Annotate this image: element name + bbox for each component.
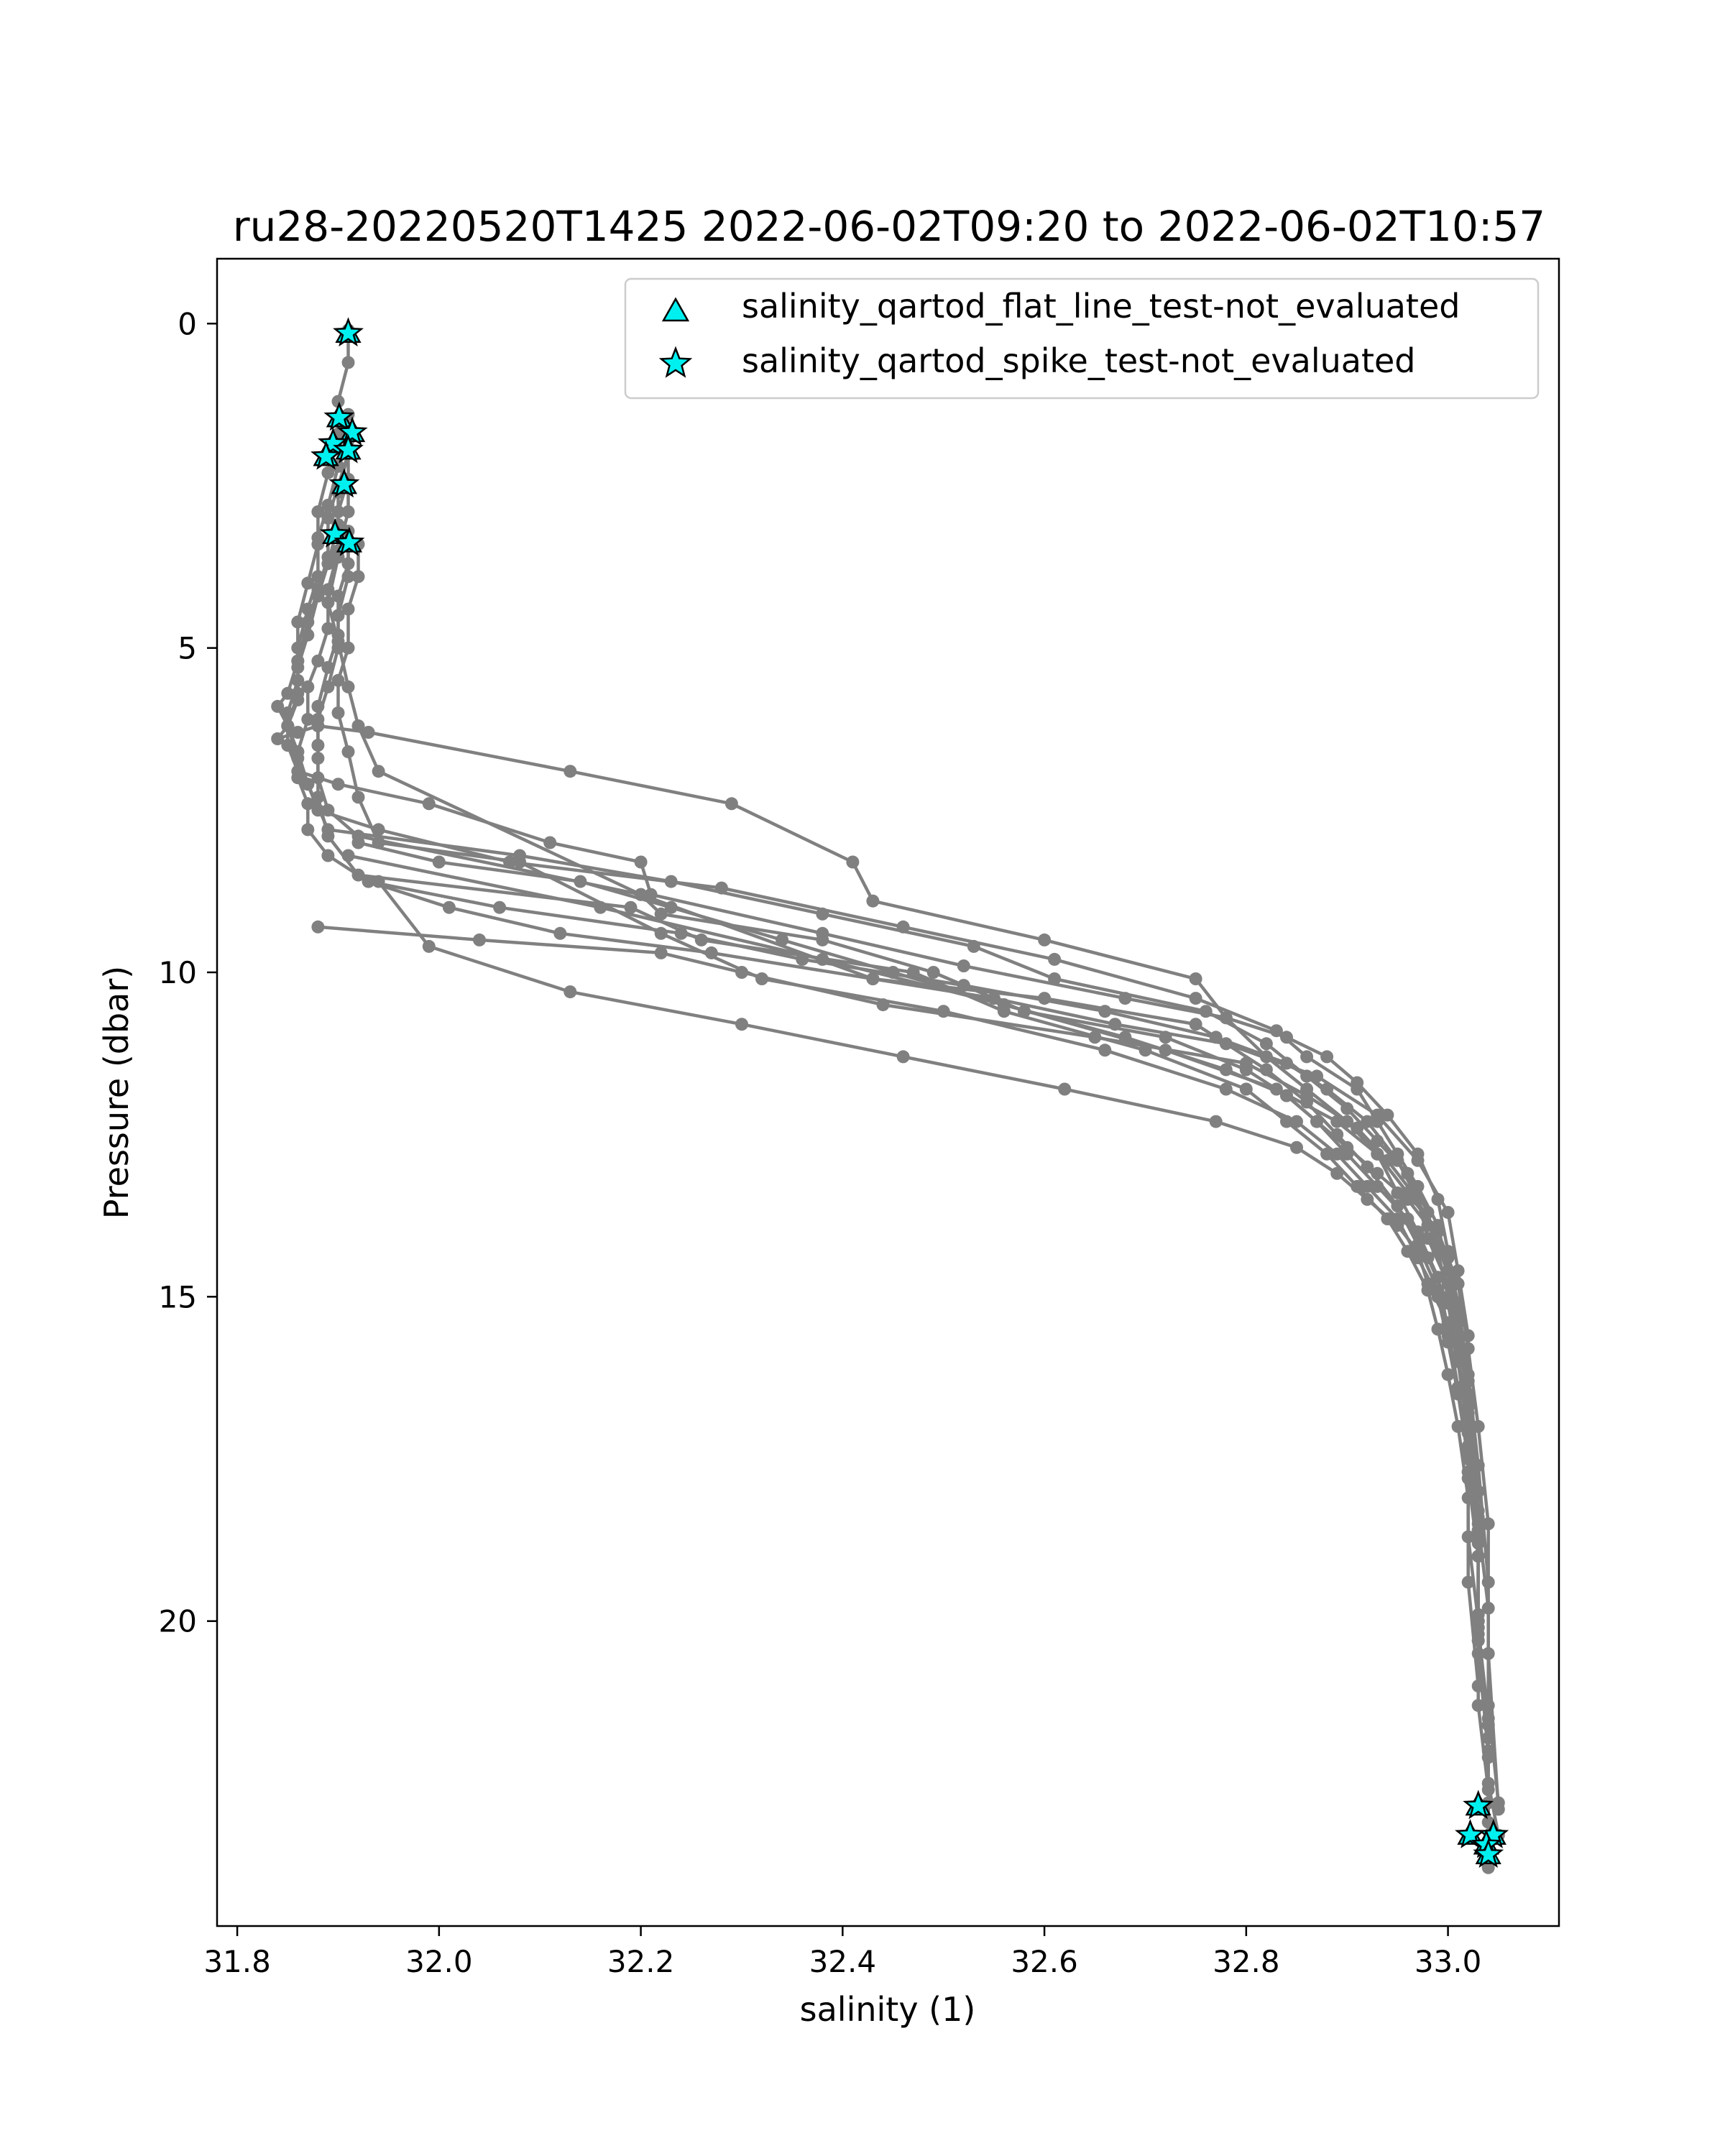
data-point <box>301 681 314 694</box>
x-tick-label: 32.4 <box>809 1944 877 1979</box>
x-tick-label: 32.6 <box>1011 1944 1078 1979</box>
data-point <box>291 655 304 668</box>
data-point <box>1098 1005 1111 1018</box>
data-point <box>816 953 829 966</box>
data-point <box>1280 1056 1293 1069</box>
data-point <box>321 596 334 609</box>
data-point <box>543 837 556 849</box>
data-point <box>301 823 314 836</box>
data-point <box>897 1050 910 1063</box>
data-point <box>927 966 940 979</box>
data-point <box>564 765 576 778</box>
data-point <box>1300 1089 1313 1102</box>
data-point <box>1452 1381 1465 1394</box>
data-point <box>1391 1154 1404 1167</box>
data-point <box>342 849 355 862</box>
data-point <box>715 882 728 895</box>
data-point <box>1412 1193 1425 1206</box>
data-point <box>311 531 324 544</box>
data-point <box>1190 992 1202 1005</box>
data-point <box>332 778 345 791</box>
data-point <box>332 635 345 648</box>
data-point <box>1482 1712 1495 1725</box>
data-point <box>1462 1452 1475 1465</box>
chart-title: ru28-20220520T1425 2022-06-02T09:20 to 2022-06-02T10:57 <box>232 202 1546 251</box>
x-tick-label: 32.2 <box>607 1944 675 1979</box>
data-point <box>735 966 748 979</box>
data-point <box>665 901 678 914</box>
data-point <box>342 603 355 616</box>
data-point <box>1320 1083 1333 1096</box>
data-point <box>594 901 607 914</box>
data-point <box>1472 1615 1485 1628</box>
data-point <box>846 856 859 869</box>
data-point <box>1391 1187 1404 1199</box>
data-point <box>352 791 365 803</box>
data-point <box>635 856 648 869</box>
data-point <box>311 713 324 726</box>
data-point <box>1412 1245 1425 1258</box>
data-point <box>1462 1530 1475 1543</box>
data-point <box>1361 1193 1374 1206</box>
data-point <box>1048 953 1061 966</box>
data-point <box>1200 1005 1213 1018</box>
y-tick-label: 15 <box>158 1279 197 1315</box>
data-point <box>553 927 566 940</box>
data-point <box>423 797 436 810</box>
data-point <box>1442 1206 1455 1219</box>
data-point <box>1452 1296 1465 1309</box>
y-tick-label: 10 <box>158 954 197 990</box>
data-point <box>1270 1083 1283 1096</box>
data-point <box>1482 1602 1495 1615</box>
data-point <box>1442 1323 1455 1336</box>
data-point <box>735 1018 748 1031</box>
data-point <box>311 791 324 803</box>
data-point <box>655 946 668 959</box>
data-point <box>321 849 334 862</box>
data-point <box>877 998 890 1011</box>
data-point <box>1210 1031 1223 1044</box>
data-point <box>493 901 506 914</box>
data-point <box>1098 1044 1111 1056</box>
x-tick-label: 32.8 <box>1213 1944 1280 1979</box>
data-point <box>372 765 385 778</box>
data-point <box>897 921 910 934</box>
data-point <box>1472 1699 1485 1712</box>
x-tick-label: 31.8 <box>203 1944 271 1979</box>
data-point <box>1412 1148 1425 1161</box>
data-point <box>332 505 345 518</box>
data-point <box>372 875 385 888</box>
data-point <box>957 979 970 992</box>
data-point <box>776 934 788 946</box>
data-point <box>1432 1238 1445 1251</box>
y-axis-label: Pressure (dbar) <box>97 965 136 1220</box>
data-point <box>1159 1044 1172 1056</box>
data-point <box>301 616 314 629</box>
data-point <box>1270 1024 1283 1037</box>
data-point <box>1462 1368 1475 1381</box>
data-point <box>1159 1031 1172 1044</box>
data-point <box>342 745 355 758</box>
data-point <box>1220 1083 1233 1096</box>
data-point <box>998 998 1011 1011</box>
data-point <box>1038 934 1051 946</box>
data-point <box>1310 1115 1323 1128</box>
data-point <box>1361 1115 1374 1128</box>
data-point <box>816 934 829 946</box>
data-point <box>1058 1083 1071 1096</box>
data-point <box>513 856 526 869</box>
data-point <box>433 856 446 869</box>
data-point <box>321 829 334 842</box>
data-point <box>1351 1083 1363 1096</box>
data-point <box>1412 1225 1425 1238</box>
data-point <box>352 570 365 583</box>
data-point <box>957 959 970 972</box>
data-point <box>443 901 456 914</box>
data-point <box>332 706 345 719</box>
data-point <box>1340 1148 1353 1161</box>
data-point <box>342 681 355 694</box>
data-point <box>1432 1193 1445 1206</box>
data-point <box>1320 1050 1333 1063</box>
data-point <box>1260 1037 1273 1050</box>
legend-label-flat-line: salinity_qartod_flat_line_test-not_evaluated <box>742 287 1460 326</box>
data-point <box>574 875 586 888</box>
data-point <box>564 985 576 998</box>
data-point <box>725 797 738 810</box>
data-point <box>291 745 304 758</box>
x-tick-label: 33.0 <box>1414 1944 1482 1979</box>
data-point <box>1371 1148 1384 1161</box>
data-point <box>1240 1056 1253 1069</box>
data-point <box>1210 1115 1223 1128</box>
data-point <box>311 921 324 934</box>
y-tick-label: 0 <box>178 306 197 342</box>
legend-label-spike: salinity_qartod_spike_test-not_evaluated <box>742 341 1416 380</box>
data-point <box>1482 1576 1495 1589</box>
x-tick-label: 32.0 <box>405 1944 473 1979</box>
data-point <box>1371 1180 1384 1193</box>
y-tick-label: 5 <box>178 630 197 666</box>
y-tick-label: 20 <box>158 1603 197 1639</box>
data-point <box>352 837 365 849</box>
data-point <box>473 934 486 946</box>
data-point <box>311 752 324 765</box>
data-point <box>1330 1167 1343 1180</box>
data-point <box>1048 972 1061 985</box>
x-axis-label: salinity (1) <box>799 1990 976 2029</box>
data-point <box>1482 1783 1495 1796</box>
data-point <box>1240 1083 1253 1096</box>
data-point <box>281 719 294 732</box>
data-point <box>1190 972 1202 985</box>
legend <box>625 279 1538 398</box>
data-point <box>423 940 436 953</box>
data-point <box>1290 1115 1303 1128</box>
data-point <box>1300 1050 1313 1063</box>
data-point <box>1190 1018 1202 1031</box>
data-point <box>352 719 365 732</box>
data-point <box>866 895 879 908</box>
data-point <box>342 356 355 369</box>
data-point <box>1290 1141 1303 1154</box>
data-point <box>1432 1271 1445 1284</box>
data-point <box>1391 1219 1404 1232</box>
data-point <box>1330 1115 1343 1128</box>
